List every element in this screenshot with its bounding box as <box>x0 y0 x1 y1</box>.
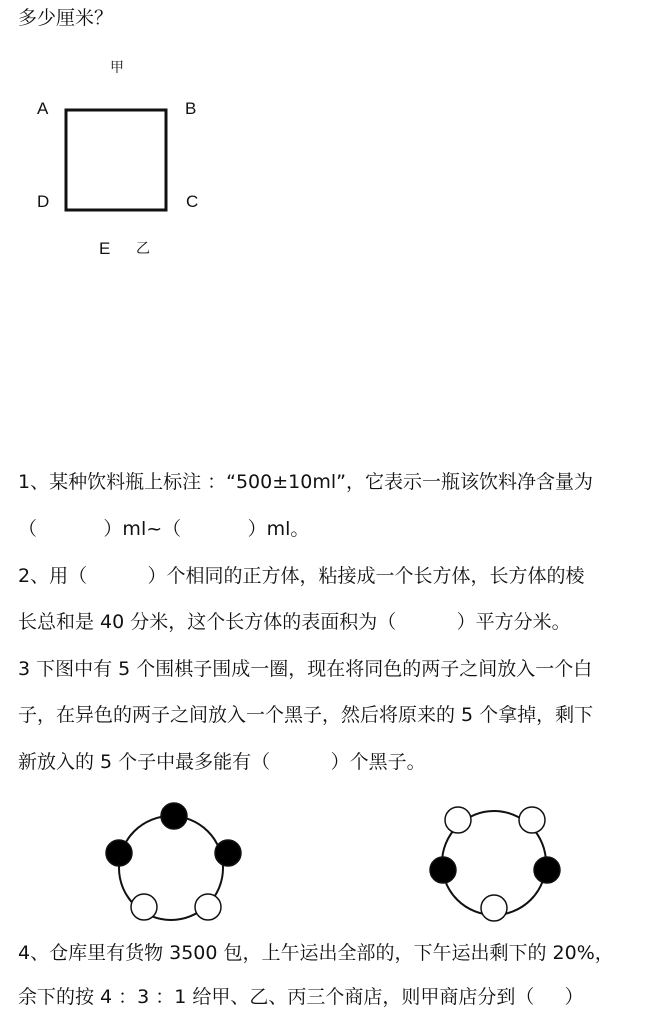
left-stone-3 <box>195 894 221 920</box>
q1-line2: （ ）ml~（ ）ml。 <box>18 518 310 540</box>
left-stone-5 <box>106 840 132 866</box>
q2-line1: 2、用（ ）个相同的正方体，粘接成一个长方体，长方体的棱 <box>18 565 585 587</box>
right-stone-1 <box>445 807 471 833</box>
left-stone-4 <box>131 894 157 920</box>
right-stone-2 <box>519 807 545 833</box>
left-stone-2 <box>215 840 241 866</box>
left-stone-1 <box>161 803 187 829</box>
corner-d-label: D <box>37 192 50 211</box>
left-stone-ring <box>106 803 241 920</box>
label-yi: 乙 <box>136 241 150 257</box>
right-stone-3 <box>534 857 560 883</box>
right-stone-ring <box>430 807 560 921</box>
right-stone-4 <box>481 895 507 921</box>
q4-line1: 4、仓库里有货物 3500 包，上午运出全部的，下午运出剩下的 20%， <box>18 942 614 964</box>
point-e-label: E <box>99 239 111 258</box>
q1-line1: 1、某种饮料瓶上标注 ：“500±10ml”，它表示一瓶该饮料净含量为 <box>18 471 593 493</box>
q3-line1: 3 下图中有 5 个围棋子围成一圈，现在将同色的两子之间放入一个白 <box>18 658 593 680</box>
q3-line3: 新放入的 5 个子中最多能有（ ）个黑子。 <box>18 751 426 773</box>
right-stone-5 <box>430 857 456 883</box>
intro-line: 多少厘米？ <box>18 7 114 29</box>
corner-b-label: B <box>185 99 197 118</box>
corner-c-label: C <box>186 192 199 211</box>
q4-line2: 余下的按 4 ：3 ：1 给甲、乙、丙三个商店，则甲商店分到（ ） <box>18 986 584 1008</box>
label-jia: 甲 <box>110 60 124 76</box>
q2-line2: 长总和是 40 分米，这个长方体的表面积为（ ）平方分米。 <box>18 611 571 633</box>
q3-line2: 子，在异色的两子之间放入一个黑子，然后将原来的 5 个拿掉，剩下 <box>18 704 594 726</box>
corner-a-label: A <box>37 99 49 118</box>
